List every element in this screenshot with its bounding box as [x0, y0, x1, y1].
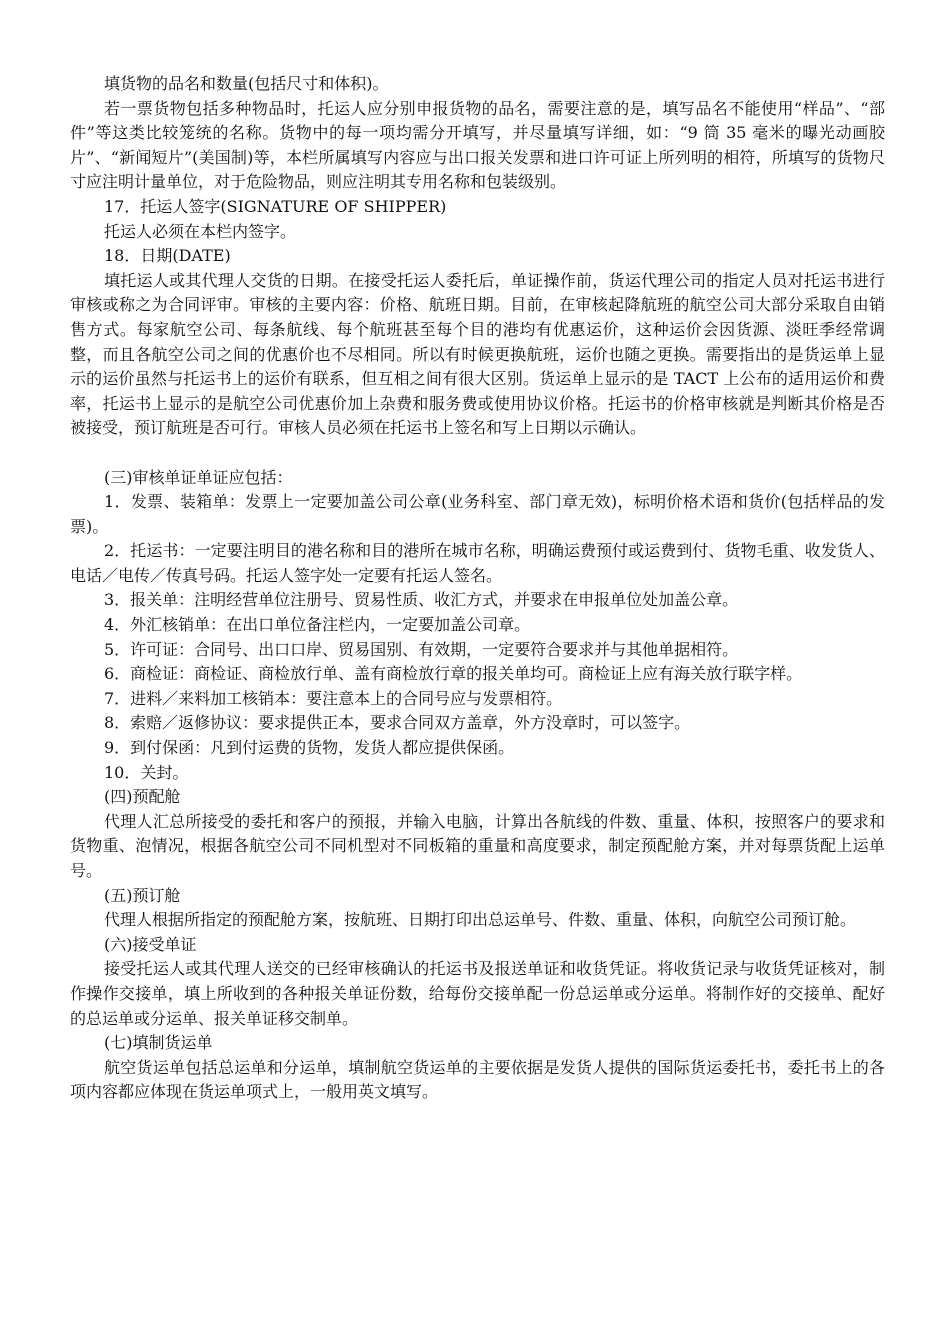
list-item: 9．到付保函：凡到付运费的货物，发货人都应提供保函。 [104, 738, 515, 758]
section-heading: (三)审核单证单证应包括： [104, 467, 293, 487]
paragraph: 代理人汇总所接受的委托和客户的预报，并输入电脑，计算出各航线的件数、重量、体积，按照客户的要求和货物重、泡情况，根据各航空公司不同机型对不同板箱的重量和高度要求，制定预配舱方案，并对每票货配上运单号。 [70, 811, 885, 880]
list-item: 5．许可证：合同号、出口口岸、贸易国别、有效期，一定要符合要求并与其他单据相符。 [104, 639, 739, 659]
paragraph: 填货物的品名和数量(包括尺寸和体积)。 [104, 74, 389, 93]
paragraph: 填托运人或其代理人交货的日期。在接受托运人委托后，单证操作前，货运代理公司的指定人员对托运书进行审核或称之为合同评审。审核的主要内容：价格、航班日期。目前，在审核起降航班的航空公司大部分采取自由销售方式。每家航空公司、每条航线、每个航班甚至每个目的港均有优惠运价，这种运价会因货源、淡旺季经常调整，而且各航空公司之间的优惠价也不尽相同。所以有时候更换航班，运价也随之更换。需要指出的是货运单上显示的运价虽然与托运书上的运价有联系，但互相之间有很大区别。货运单上显示的是 TACT 上公布的适用运价和费率，托运书上显示的是航空公司优惠价加上杂费和服务费或使用协议价格。托运书的价格审核就是判断其价格是否被接受，预订航班是否可行。审核人员必须在托运书上签名和写上日期以示确认。 [70, 270, 885, 438]
paragraph: 托运人必须在本栏内签字。 [104, 221, 297, 241]
section-heading: 17．托运人签字(SIGNATURE OF SHIPPER) [104, 196, 447, 216]
list-item: 7．进料／来料加工核销本：要注意本上的合同号应与发票相符。 [104, 688, 563, 708]
paragraph: 若一票货物包括多种物品时，托运人应分别申报货物的品名，需要注意的是，填写品名不能使用“样品”、“部件”等这类比较笼统的名称。货物中的每一项均需分开填写，并尽量填写详细，如：“9 筒 35 毫米的曝光动画胶片”、“新闻短片”(美国制)等，本栏所属填写内容应与出口报关发票和进口许可证上所列明的相符，所填写的货物尺寸应注明计量单位，对于危险物品，则应注明其专用名称和包装级别。 [70, 98, 885, 192]
list-item: 8．索赔／返修协议：要求提供正本，要求合同双方盖章，外方没章时，可以签字。 [104, 713, 691, 733]
list-item: 2．托运书：一定要注明目的港名称和目的港所在城市名称，明确运费预付或运费到付、货物毛重、收发货人、电话／电传／传真号码。托运人签字处一定要有托运人签名。 [70, 541, 885, 585]
document-page [70, 72, 885, 1105]
list-item: 6．商检证：商检证、商检放行单、盖有商检放行章的报关单均可。商检证上应有海关放行联字样。 [104, 664, 803, 684]
section-heading: 18．日期(DATE) [104, 246, 231, 266]
list-item: 4．外汇核销单：在出口单位备注栏内，一定要加盖公司章。 [104, 615, 531, 635]
section-heading: (四)预配舱 [104, 787, 181, 807]
section-heading: (六)接受单证 [104, 934, 197, 954]
paragraph: 代理人根据所指定的预配舱方案，按航班、日期打印出总运单号、件数、重量、体积，向航空公司预订舱。 [104, 910, 857, 930]
list-item: 1．发票、装箱单：发票上一定要加盖公司公章(业务科室、部门章无效)，标明价格术语和货价(包括样品的发票)。 [70, 492, 885, 536]
list-item: 10．关封。 [104, 762, 189, 782]
section-heading: (七)填制货运单 [104, 1033, 213, 1053]
paragraph: 航空货运单包括总运单和分运单，填制航空货运单的主要依据是发货人提供的国际货运委托书，委托书上的各项内容都应体现在货运单项式上，一般用英文填写。 [70, 1057, 885, 1102]
section-heading: (五)预订舱 [104, 885, 181, 905]
list-item: 3．报关单：注明经营单位注册号、贸易性质、收汇方式，并要求在申报单位处加盖公章。 [104, 590, 739, 610]
paragraph: 接受托运人或其代理人送交的已经审核确认的托运书及报送单证和收货凭证。将收货记录与收货凭证核对，制作操作交接单，填上所收到的各种报关单证份数，给每份交接单配一份总运单或分运单。将制作好的交接单、配好的总运单或分运单、报关单证移交制单。 [70, 959, 885, 1028]
